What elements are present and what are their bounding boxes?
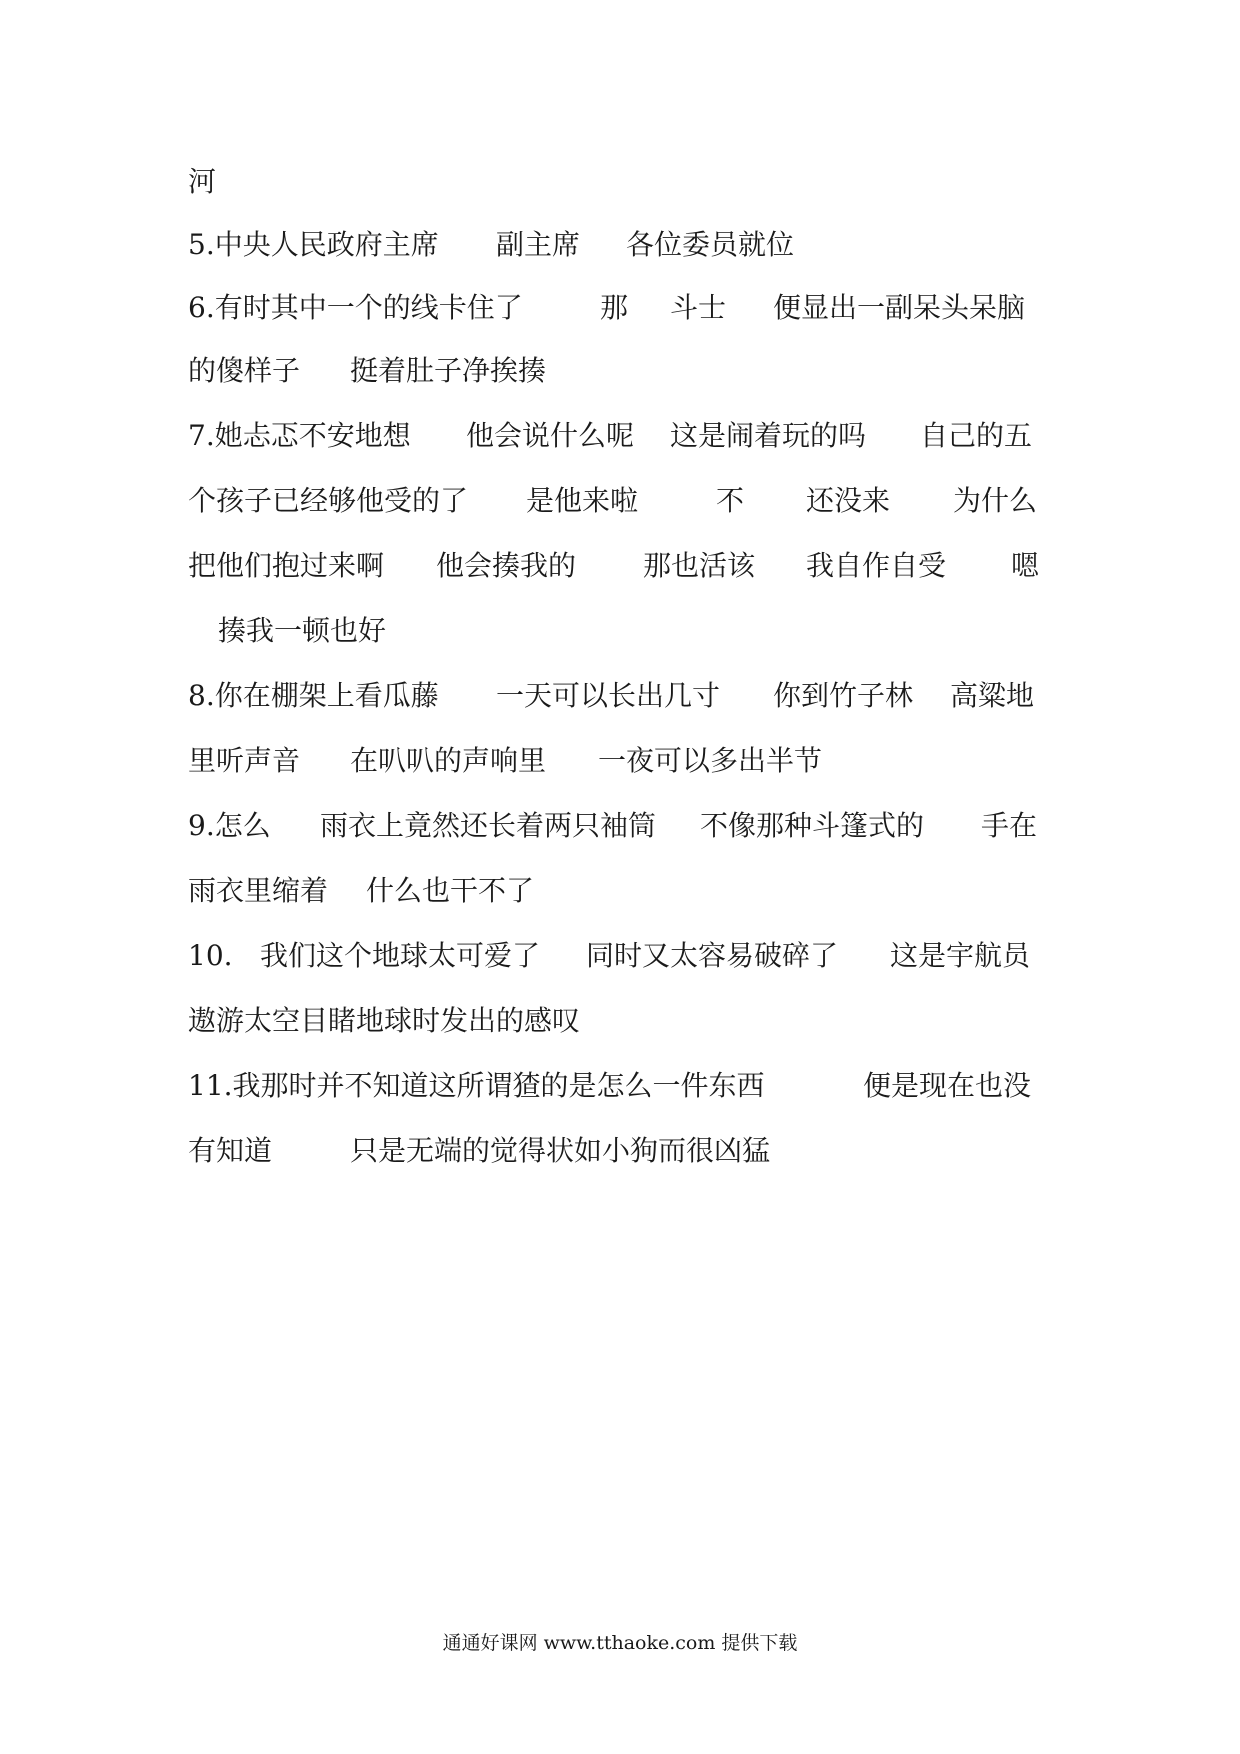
text-segment: 嗯: [1011, 549, 1040, 582]
text-line: [188, 806, 1048, 846]
text-segment: 为什么: [953, 484, 1038, 517]
text-line: [188, 481, 1048, 521]
text-segment: 他会揍我的: [436, 549, 577, 582]
text-line: [188, 416, 1048, 456]
text-segment: 各位委员就位: [626, 228, 795, 261]
text-line: [188, 611, 1048, 651]
text-line: [188, 1131, 1048, 1171]
text-segment: 不: [716, 484, 745, 517]
text-segment: 那也活该: [643, 549, 756, 582]
text-segment: 遨游太空目睹地球时发出的感叹: [188, 1004, 581, 1037]
text-segment: 什么也干不了: [366, 874, 535, 907]
text-segment: 不像那种斗篷式的: [700, 809, 925, 842]
text-segment: 10.: [188, 939, 233, 972]
text-segment: 一天可以长出几寸: [496, 679, 721, 712]
text-segment: 你到竹子林: [773, 679, 914, 712]
text-segment: 河: [188, 165, 217, 198]
text-segment: 6.有时其中一个的线卡住了: [188, 291, 523, 324]
text-segment: 挺着肚子净挨揍: [350, 354, 547, 387]
text-line: [188, 351, 1048, 391]
text-segment: 8.你在棚架上看瓜藤: [188, 679, 439, 712]
text-segment: 斗士: [670, 291, 727, 324]
text-segment: 我自作自受: [806, 549, 947, 582]
text-segment: 有知道: [188, 1134, 273, 1167]
text-line: [188, 225, 1048, 265]
text-line: [188, 288, 1048, 328]
text-line: [188, 546, 1048, 586]
text-segment: 自己的五: [920, 419, 1033, 452]
text-segment: 雨衣上竟然还长着两只袖筒: [320, 809, 657, 842]
text-segment: 个孩子已经够他受的了: [188, 484, 469, 517]
text-segment: 我们这个地球太可爱了: [260, 939, 541, 972]
text-line: [188, 936, 1048, 976]
text-segment: 在叭叭的声响里: [350, 744, 547, 777]
text-segment: 5.中央人民政府主席: [188, 228, 439, 261]
text-segment: 只是无端的觉得状如小狗而很凶猛: [350, 1134, 771, 1167]
text-line: [188, 1001, 1048, 1041]
text-segment: 同时又太容易破碎了: [586, 939, 839, 972]
text-segment: 那: [600, 291, 629, 324]
text-line: [188, 676, 1048, 716]
text-segment: 手在: [981, 809, 1038, 842]
text-segment: 副主席: [496, 228, 581, 261]
text-segment: 11.我那时并不知道这所谓猹的是怎么一件东西: [188, 1069, 765, 1102]
text-segment: 还没来: [806, 484, 891, 517]
text-line: [188, 871, 1048, 911]
page-footer: 通通好课网 www.tthaoke.com 提供下载: [442, 1632, 798, 1654]
text-segment: 7.她忐忑不安地想: [188, 419, 411, 452]
text-segment: 一夜可以多出半节: [598, 744, 823, 777]
text-segment: 把他们抱过来啊: [188, 549, 385, 582]
text-segment: 他会说什么呢: [466, 419, 635, 452]
text-segment: 里听声音: [188, 744, 301, 777]
text-segment: 便是现在也没: [863, 1069, 1032, 1102]
text-line: [188, 162, 1048, 202]
text-segment: 9.怎么: [188, 809, 271, 842]
text-line: [188, 1066, 1048, 1106]
text-segment: 这是闹着玩的吗: [670, 419, 867, 452]
text-line: [188, 741, 1048, 781]
text-segment: 揍我一顿也好: [218, 614, 387, 647]
text-segment: 这是宇航员: [890, 939, 1031, 972]
text-segment: 雨衣里缩着: [188, 874, 329, 907]
text-segment: 是他来啦: [526, 484, 639, 517]
text-segment: 便显出一副呆头呆脑: [773, 291, 1026, 324]
text-segment: 高粱地: [950, 679, 1035, 712]
text-segment: 的傻样子: [188, 354, 301, 387]
